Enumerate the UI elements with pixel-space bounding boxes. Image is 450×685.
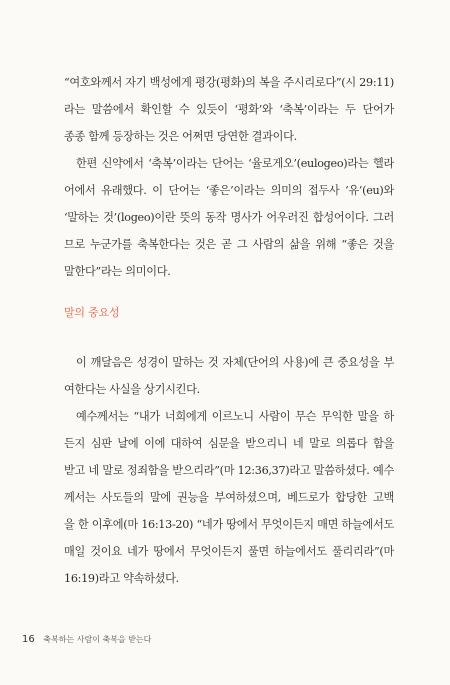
- page-footer: [22, 634, 151, 645]
- body-line: 므로 누군가를 축복한다는 것은 곧 그 사람의 삶을 위해 “좋은 것을: [64, 238, 394, 251]
- body-line: 을 한 이후에(마 16:13-20) “네가 땅에서 무엇이든지 매면 하늘에서도: [64, 518, 394, 531]
- body-line: 든지 심판 날에 이에 대하여 심문을 받으리니 네 말로 의롭다 함을: [64, 437, 394, 450]
- body-line: 어에서 유래했다. 이 단어는 ‘좋은’이라는 의미의 접두사 ‘유’(eu)와: [64, 184, 394, 197]
- body-line: “여호와께서 자기 백성에게 평강(평화)의 복을 주시리로다”(시 29:11): [64, 76, 394, 89]
- body-line: 받고 네 말로 정죄함을 받으리라”(마 12:36,37)라고 말씀하셨다. 예수: [64, 464, 394, 477]
- page-number: 16: [22, 634, 35, 645]
- body-line: 라는 말씀에서 확인할 수 있듯이 ‘평화’와 ‘축복’이라는 두 단어가: [64, 103, 394, 116]
- body-line: 여한다는 사실을 상기시킨다.: [64, 383, 200, 396]
- body-line: 말한다”라는 의미이다.: [64, 265, 171, 278]
- body-line: ‘말하는 것’(logeo)이란 뜻의 동작 명사가 어우러진 합성어이다. 그러: [64, 211, 394, 224]
- body-line: 한편 신약에서 ‘축복’이라는 단어는 ‘율로게오’(eulogeo)라는 헬라: [76, 157, 394, 170]
- body-line: 예수께서는 “내가 너희에게 이르노니 사람이 무슨 무익한 말을 하: [76, 410, 394, 423]
- book-title: 축복하는 사람이 축복을 받는다: [43, 635, 152, 644]
- section-heading: 말의 중요성: [64, 306, 120, 319]
- body-line: 16:19)라고 약속하셨다.: [64, 572, 179, 585]
- body-line: 께서는 사도들의 말에 권능을 부여하셨으며, 베드로가 합당한 고백: [64, 491, 394, 504]
- body-line: 매일 것이요 네가 땅에서 무엇이든지 풀면 하늘에서도 풀리리라”(마: [64, 545, 394, 558]
- body-line: 이 깨달음은 성경이 말하는 것 자체(단어의 사용)에 큰 중요성을 부: [76, 356, 394, 369]
- body-line: 종종 함께 등장하는 것은 어쩌면 당연한 결과이다.: [64, 130, 297, 143]
